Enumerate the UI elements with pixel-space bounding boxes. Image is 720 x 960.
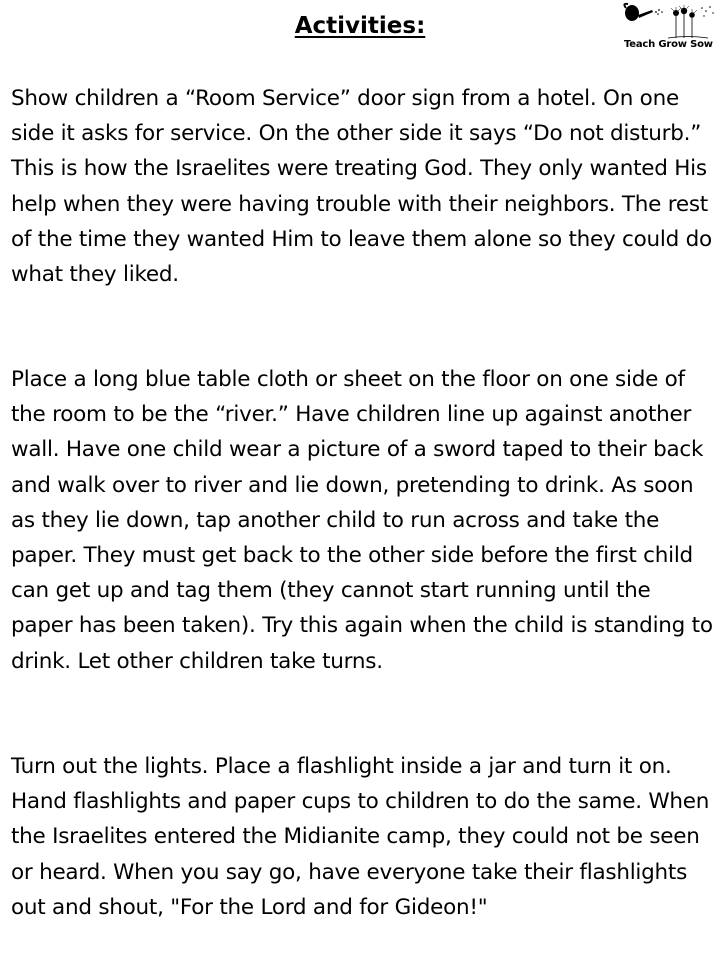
activity-paragraph-1: Show children a “Room Service” door sign from a hotel. On one side it asks for service. On the other side it says “Do not disturb.” This is how the Israelites were treating God. They only wanted His help when they were having trouble with their neighbors. The rest of the time they wanted Him to leave them alone so they could do what they liked. [11, 86, 712, 288]
activity-paragraph-3: Turn out the lights. Place a flashlight inside a jar and turn it on. Hand flashlights and paper cups to children to do the same. When the Israelites entered the Midianite camp, they could not be seen or heard. When you say go, have everyone take their flashlights out and shout, "For the Lord and for Gideon!" [11, 754, 710, 920]
logo-text: Teach Grow Sow [624, 39, 713, 50]
activity-paragraph-2: Place a long blue table cloth or sheet on the floor on one side of the room to be the “river.” Have children line up against another wall. Have one child wear a picture of a sword taped to their back and walk over to river and lie down, pretending to drink. As soon as they lie down, tap another child to run across and take the paper. They must get back to the other side before the first child can get up and tag them (they cannot start running until the paper has been taken). Try this again when the child is standing to drink. Let other children take turns. [11, 367, 713, 674]
logo [618, 2, 718, 56]
watering-can-dandelion-icon [618, 2, 718, 42]
page-title: Activities: [294, 13, 426, 39]
